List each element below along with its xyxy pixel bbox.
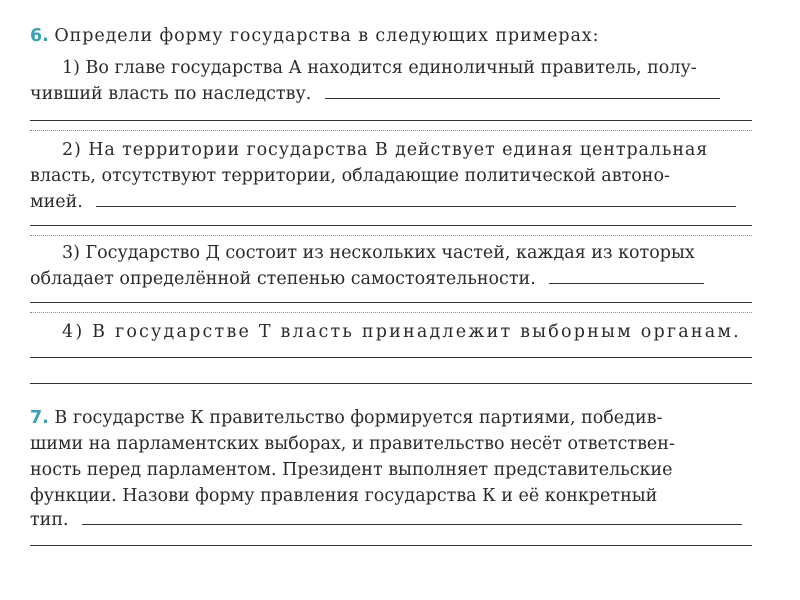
answer-line[interactable]	[30, 357, 752, 358]
answer-line[interactable]	[30, 302, 752, 303]
item2-line2: власть, отсутствуют территории, обладающие политической автоно-	[30, 166, 670, 186]
item4-line1: 4) В государстве Т власть принадлежит выборным органам.	[62, 322, 741, 342]
answer-blank[interactable]	[325, 97, 720, 99]
separator	[30, 312, 752, 313]
task7-line3: ность перед парламентом. Президент выполняет представительские	[30, 460, 673, 480]
task7-number: 7.	[30, 408, 49, 428]
task6-number: 6.	[30, 26, 49, 46]
answer-blank[interactable]	[549, 282, 704, 284]
item2-line3: мией.	[30, 188, 760, 216]
item3-line2: обладает определённой степенью самостоятельности.	[30, 265, 760, 293]
answer-blank[interactable]	[96, 205, 736, 207]
item3-line1: 3) Государство Д состоит из нескольких частей, каждая из которых	[62, 243, 695, 263]
task6-prompt: Определи форму государства в следующих примерах:	[54, 26, 600, 46]
task7-line1: 7. В государстве К правительство формируется партиями, победив-	[30, 408, 663, 428]
task6-header	[30, 22, 760, 50]
answer-line[interactable]	[30, 120, 752, 121]
item2-line1: 2) На территории государства В действует единая центральная	[62, 140, 709, 160]
answer-line[interactable]	[30, 383, 752, 384]
task7-line2: шими на парламентских выборах, и правительство несёт ответствен-	[30, 434, 675, 454]
task7-line4: функции. Назови форму правления государства К и её конкретный	[30, 486, 658, 506]
item1-line1: 1) Во главе государства А находится единоличный правитель, полу-	[62, 58, 697, 78]
answer-blank[interactable]	[82, 523, 742, 525]
answer-line[interactable]	[30, 225, 752, 226]
task7-line5: тип.	[30, 506, 760, 534]
answer-line[interactable]	[30, 545, 752, 546]
separator	[30, 235, 752, 236]
item1-line2: чивший власть по наследству.	[30, 80, 760, 108]
separator	[30, 130, 752, 131]
